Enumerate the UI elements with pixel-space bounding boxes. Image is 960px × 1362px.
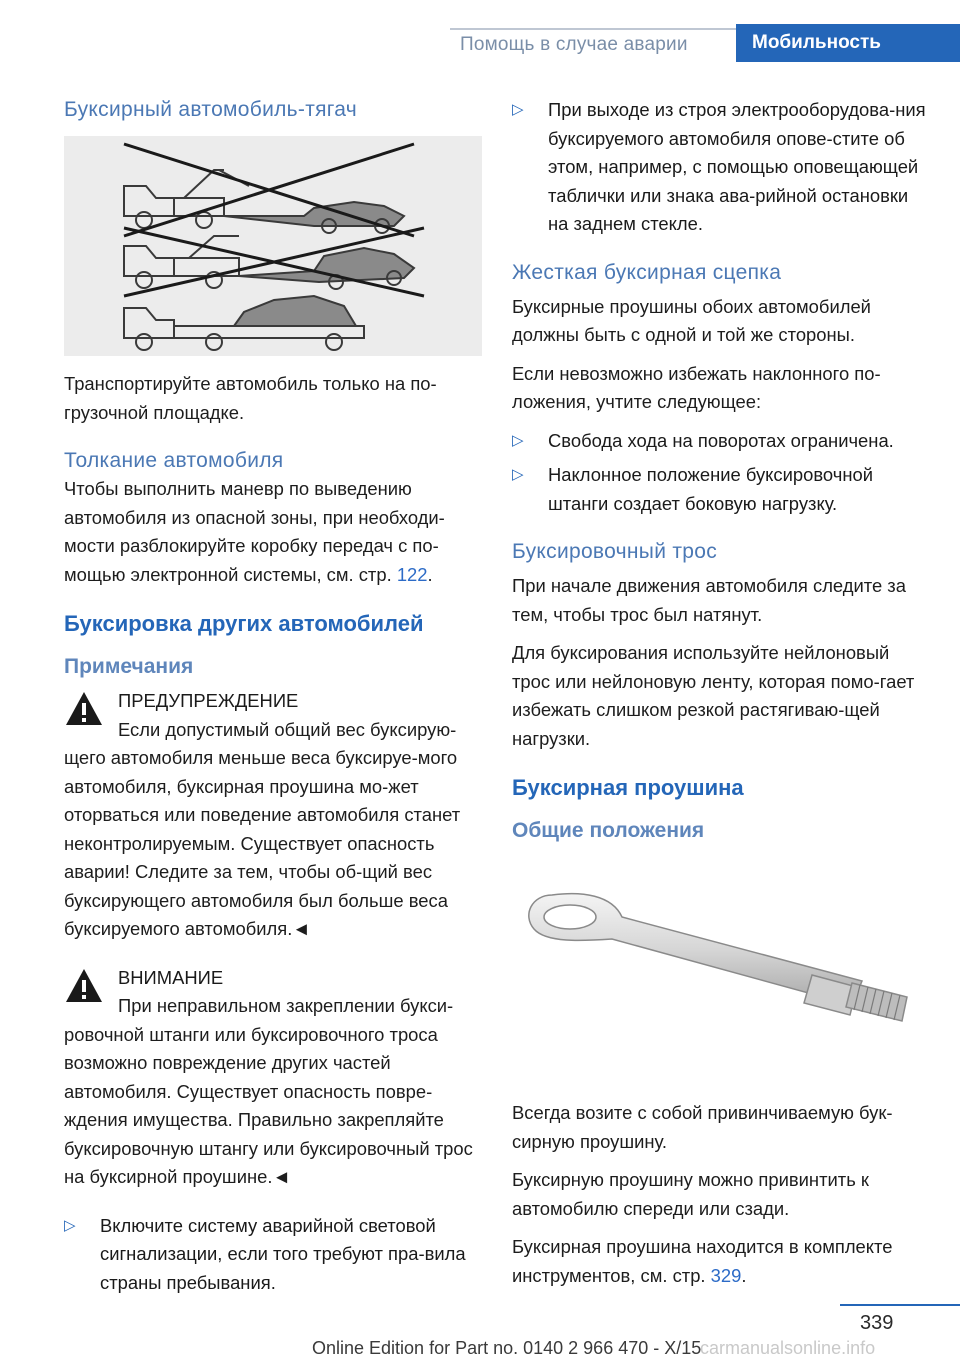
hazard-lights-bullet: Включите систему аварийной световой сигнализации, если того требуют пра-вила страны пребывания. [100,1214,466,1293]
tow-truck-drawing [64,136,482,356]
push-text [64,475,482,589]
rigid-coupling-text-1: Буксирные проушины обоих автомобилей должны быть с одной и той же стороны. [512,295,871,345]
tow-eye-text-3-body: Буксирная проушина находится в комплекте инструментов, см. стр. [512,1236,893,1286]
list-item [64,1212,482,1298]
warning-block-2 [64,964,482,1192]
tow-eye-text-3-end: . [741,1264,747,1286]
warning-1-first-line: Если допустимый общий вес буксирую- [118,718,457,740]
list-item [512,461,930,518]
tow-eye-illustration [512,855,930,1085]
tow-eye-heading: Буксирная проушина [512,775,744,800]
tow-rope-text-2: Для буксирования используйте нейлоновый трос или нейлоновую ленту, которая помо-гает избежать слишком резкой растягиваю-щей нагрузки. [512,642,915,749]
push-text-end: . [427,563,433,585]
tow-eye-text-1: Всегда возите с собой привинчиваемую бук-сирную проушину. [512,1102,893,1152]
left-column [64,96,482,1297]
push-text-body: Чтобы выполнить маневр по выведению автомобиля из опасной зоны, при необходи-мости разблокируйте коробку передач с по-мощью электронной системы, см. стр. [64,478,445,585]
towing-heading: Буксировка других автомобилей [64,611,424,636]
warning-triangle-icon [64,689,104,729]
page-link-329[interactable]: 329 [710,1264,742,1286]
right-column [512,96,930,1290]
header-chapter-tab [736,24,960,62]
warning-block-1 [64,687,482,944]
warning-triangle-icon [64,966,104,1006]
header-section-title: Помощь в случае аварии [460,34,688,55]
tow-truck-heading: Буксирный автомобиль-тягач [64,98,358,121]
rigid-bullet-1: Свобода хода на поворотах ограничена. [548,429,894,451]
page-number: 339 [860,1312,894,1334]
footer-rule [840,1304,960,1306]
tow-truck-illustration [64,136,482,356]
watermark: carmanualsonline.info [700,1338,876,1358]
warning-2-title: ВНИМАНИЕ [118,966,224,988]
warning-2-first-line: При неправильном закреплении букси- [118,995,454,1016]
page-header [0,0,960,62]
page-link-122[interactable]: 122 [396,563,428,585]
tow-eye-text-2: Буксирную проушину можно привинтить к автомобилю спереди или сзади. [512,1169,869,1219]
warning-1-title: ПРЕДУПРЕЖДЕНИЕ [118,690,299,711]
tow-truck-text: Транспортируйте автомобиль только на по-грузочной площадке. [64,373,437,423]
rigid-coupling-text-2: Если невозможно избежать наклонного по-ложения, учтите следующее: [512,362,881,412]
general-heading: Общие положения [512,819,705,842]
triangle-right-icon: ▷ [512,466,524,483]
rigid-bullet-2: Наклонное положение буксировочной штанги создает боковую нагрузку. [548,464,873,514]
header-chapter-label: Мобильность [752,32,881,53]
tow-rope-heading: Буксировочный трос [512,540,718,563]
list-item [512,96,930,239]
tow-eye-drawing [512,855,930,1085]
warning-1-text: щего автомобиля меньше веса буксируе-мого автомобиля, буксирная проушина мо-жет оторваться или поведение автомобиля станет неконтролируемым. Существует опасность аварии! Следите за тем, чтобы об-щий вес буксирующего автомобиля был больше веса буксируемого автомобиля.◄ [64,747,461,939]
triangle-right-icon: ▷ [512,101,524,118]
notes-heading: Примечания [64,655,194,678]
warning-2-text: ровочной штанги или буксировочного троса возможно повреждение других частей автомобиля. Существует опасность повре-ждения имущества. Правильно закрепляйте буксировочную штангу или буксировочный трос на буксирной проушине.◄ [64,1023,473,1187]
triangle-right-icon: ▷ [64,1216,76,1234]
tow-rope-text-1: При начале движения автомобиля следите за тем, чтобы трос был натянут. [512,575,906,625]
tow-eye-text-3 [512,1233,930,1290]
electrical-failure-bullet: При выходе из строя электрооборудова-ния буксируемого автомобиля опове-стите об этом, например, с помощью оповещающей таблички или знака ава-рийной остановки на заднем стекле. [548,99,926,234]
rigid-coupling-heading: Жесткая буксирная сцепка [512,260,782,284]
list-item [512,427,930,456]
push-heading: Толкание автомобиля [64,449,284,472]
triangle-right-icon: ▷ [512,431,524,449]
edition-note: Online Edition for Part no. 0140 2 966 470 - X/15 [312,1338,702,1358]
